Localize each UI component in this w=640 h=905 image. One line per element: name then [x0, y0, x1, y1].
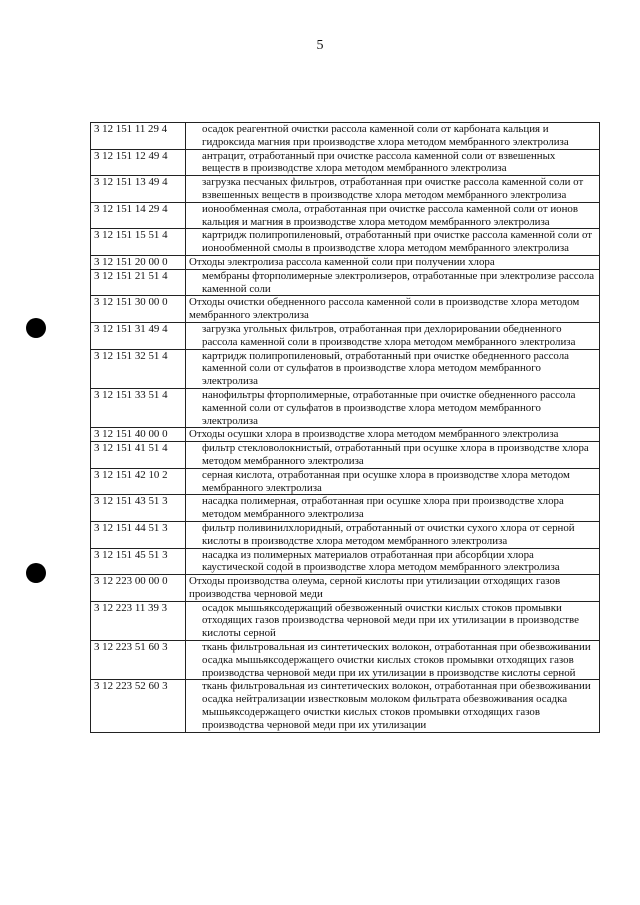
waste-description: картридж полипропиленовый, отработанный при очистке обедненного рассола каменной соли от сульфатов в производстве хлора методом мембранного электролиза [186, 349, 600, 388]
table-row [91, 388, 600, 427]
waste-description: насадка из полимерных материалов отработанная при абсорбции хлора каустической содой в производстве хлора методом мембранного электролиза [186, 548, 600, 575]
waste-description: фильтр стекловолокнистый, отработанный при осушке хлора в производстве хлора методом мембранного электролиза [186, 442, 600, 469]
table-row [91, 442, 600, 469]
table-row [91, 468, 600, 495]
waste-code: 3 12 151 43 51 3 [91, 495, 186, 522]
table-group-row [91, 575, 600, 602]
waste-description: нанофильтры фторполимерные, отработанные при очистке обедненного рассола каменной соли от сульфатов в производстве хлора методом мембранного электролиза [186, 388, 600, 427]
group-heading: Отходы очистки обедненного рассола каменной соли в производстве хлора методом мембранного электролиза [186, 296, 600, 323]
table-row [91, 548, 600, 575]
waste-code: 3 12 151 13 49 4 [91, 176, 186, 203]
waste-description: антрацит, отработанный при очистке рассола каменной соли от взвешенных веществ в производстве хлора методом мембранного электролиза [186, 149, 600, 176]
waste-code: 3 12 151 42 10 2 [91, 468, 186, 495]
waste-description: осадок реагентной очистки рассола каменной соли от карбоната кальция и гидроксида магния при производстве хлора методом мембранного электролиза [186, 123, 600, 150]
waste-code: 3 12 223 00 00 0 [91, 575, 186, 602]
table-row [91, 269, 600, 296]
waste-description: картридж полипропиленовый, отработанный при очистке рассола каменной соли от ионообменной смолы в производстве хлора методом мембранного электролиза [186, 229, 600, 256]
waste-code: 3 12 151 30 00 0 [91, 296, 186, 323]
group-heading: Отходы осушки хлора в производстве хлора методом мембранного электролиза [186, 428, 600, 442]
waste-description: ткань фильтровальная из синтетических волокон, отработанная при обезвоживании осадка мышьяксодержащего очистки кислых стоков промывки отходящих газов производства черновой меди при их утилизации в производстве кислоты серной [186, 641, 600, 680]
waste-code: 3 12 151 41 51 4 [91, 442, 186, 469]
waste-code: 3 12 151 11 29 4 [91, 123, 186, 150]
waste-code: 3 12 151 20 00 0 [91, 255, 186, 269]
waste-description: осадок мышьяксодержащий обезвоженный очистки кислых стоков промывки отходящих газов производства черновой меди при их утилизации в производстве кислоты серной [186, 601, 600, 640]
waste-code: 3 12 151 32 51 4 [91, 349, 186, 388]
waste-description: мембраны фторполимерные электролизеров, отработанные при электролизе рассола каменной соли [186, 269, 600, 296]
waste-code: 3 12 151 14 29 4 [91, 202, 186, 229]
table-group-row [91, 255, 600, 269]
waste-code: 3 12 151 15 51 4 [91, 229, 186, 256]
punch-hole-bottom [26, 563, 46, 583]
waste-code: 3 12 223 52 60 3 [91, 680, 186, 732]
punch-hole-top [26, 318, 46, 338]
waste-description: загрузка песчаных фильтров, отработанная при очистке рассола каменной соли от взвешенных веществ в производстве хлора методом мембранного электролиза [186, 176, 600, 203]
waste-code: 3 12 223 11 39 3 [91, 601, 186, 640]
table-row [91, 521, 600, 548]
group-heading: Отходы электролиза рассола каменной соли при получении хлора [186, 255, 600, 269]
table-row [91, 149, 600, 176]
group-heading: Отходы производства олеума, серной кислоты при утилизации отходящих газов производства черновой меди [186, 575, 600, 602]
waste-code: 3 12 151 45 51 3 [91, 548, 186, 575]
waste-description: загрузка угольных фильтров, отработанная при дехлорировании обедненного рассола каменной соли в производстве хлора методом мембранного электролиза [186, 322, 600, 349]
table-group-row [91, 296, 600, 323]
table-row [91, 176, 600, 203]
waste-description: фильтр поливинилхлоридный, отработанный от очистки сухого хлора от серной кислоты в производстве хлора методом мембранного электролиза [186, 521, 600, 548]
waste-code: 3 12 151 44 51 3 [91, 521, 186, 548]
table-row [91, 680, 600, 732]
waste-code: 3 12 223 51 60 3 [91, 641, 186, 680]
table-row [91, 495, 600, 522]
waste-description: серная кислота, отработанная при осушке хлора в производстве хлора методом мембранного электролиза [186, 468, 600, 495]
waste-code: 3 12 151 31 49 4 [91, 322, 186, 349]
page-number: 5 [316, 38, 324, 53]
table-row [91, 601, 600, 640]
table-row [91, 349, 600, 388]
waste-description: насадка полимерная, отработанная при осушке хлора при производстве хлора методом мембранного электролиза [186, 495, 600, 522]
waste-code: 3 12 151 21 51 4 [91, 269, 186, 296]
table-group-row [91, 428, 600, 442]
table-row [91, 322, 600, 349]
waste-code-table [90, 122, 600, 733]
waste-code: 3 12 151 40 00 0 [91, 428, 186, 442]
waste-description: ткань фильтровальная из синтетических волокон, отработанная при обезвоживании осадка нейтрализации известковым молоком фильтрата обезвоживания осадка мышьяксодержащего очистки кислых стоков промывки отходящих газов производства черновой меди при их утилизации [186, 680, 600, 732]
waste-code: 3 12 151 12 49 4 [91, 149, 186, 176]
waste-code: 3 12 151 33 51 4 [91, 388, 186, 427]
waste-description: ионообменная смола, отработанная при очистке рассола каменной соли от ионов кальция и магния в производстве хлора методом мембранного электролиза [186, 202, 600, 229]
table-row [91, 202, 600, 229]
table-row [91, 123, 600, 150]
table-row [91, 641, 600, 680]
table-row [91, 229, 600, 256]
